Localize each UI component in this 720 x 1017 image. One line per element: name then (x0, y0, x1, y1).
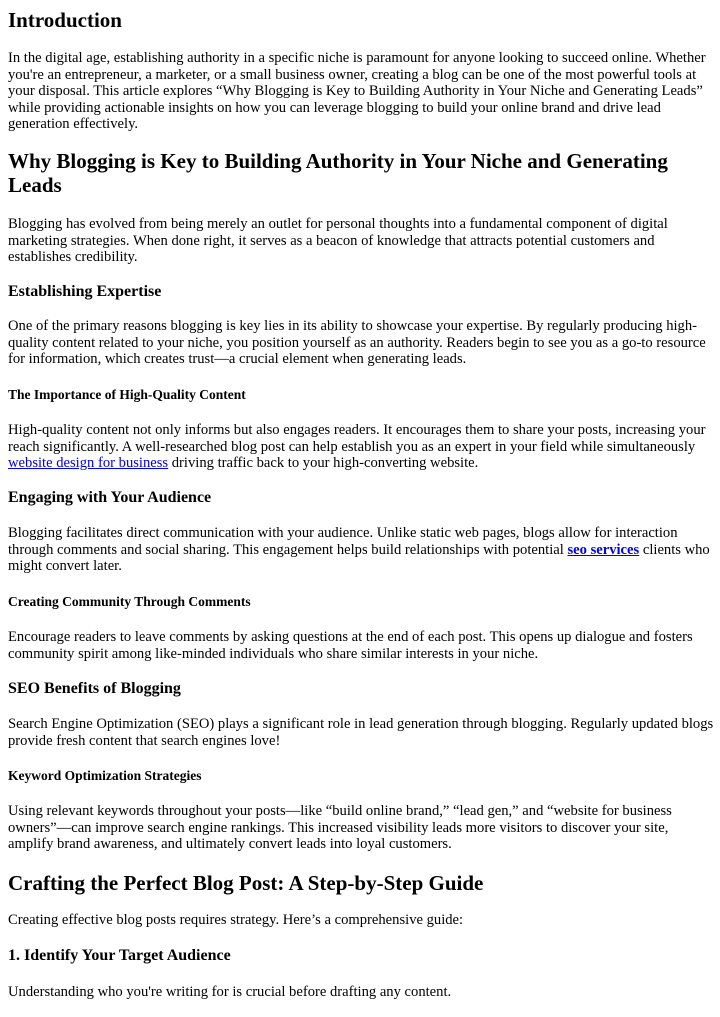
engaging-audience-text-after: clients who might convert later. (8, 541, 710, 575)
why-blogging-heading: Why Blogging is Key to Building Authority in Your Niche and Generating Leads (8, 149, 668, 197)
high-quality-content-heading: The Importance of High-Quality Content (8, 387, 246, 402)
why-blogging-paragraph: Blogging has evolved from being merely an outlet for personal thoughts into a fundamental component of digital marketing strategies. When done right, it serves as a beacon of knowledge that attracts potential customers and establishes credibility. (8, 216, 668, 266)
keyword-optimization-paragraph: Using relevant keywords throughout your posts—like “build online brand,” “lead gen,” and “website for business owners”—can improve search engine rankings. This increased visibility leads more visitors to discover your site, amplify brand awareness, and ultimately convert leads into loyal customers. (8, 803, 672, 853)
establishing-expertise-paragraph: One of the primary reasons blogging is key lies in its ability to showcase your expertise. By regularly producing high-quality content related to your niche, you position yourself as an authority. Readers begin to see you as a go-to resource for information, which creates trust—a crucial element when generating leads. (8, 318, 706, 368)
identify-audience-heading: 1. Identify Your Target Audience (8, 947, 231, 964)
establishing-expertise-heading: Establishing Expertise (8, 283, 162, 300)
keyword-optimization-heading: Keyword Optimization Strategies (8, 768, 202, 783)
website-design-link[interactable]: website design for business (8, 455, 169, 472)
engaging-audience-heading: Engaging with Your Audience (8, 489, 212, 506)
introduction-paragraph: In the digital age, establishing authority in a specific niche is paramount for anyone looking to succeed online. Whether you're an entrepreneur, a marketer, or a small business owner, creating a blog can be one of the most powerful tools at your disposal. This article explores “Why Blogging is Key to Building Authority in Your Niche and Generating Leads” while providing actionable insights on how you can leverage blogging to build your online brand and drive lead generation effectively. (8, 50, 706, 133)
high-quality-content-text-before: High-quality content not only informs but also engages readers. It encourages them to share your posts, increasing your reach significantly. A well-researched blog post can help establish you as an expert in your field while simultaneously (8, 422, 706, 455)
seo-benefits-heading: SEO Benefits of Blogging (8, 680, 181, 697)
high-quality-content-paragraph (8, 422, 714, 472)
seo-services-link[interactable]: seo services (567, 541, 640, 558)
community-comments-heading: Creating Community Through Comments (8, 594, 251, 609)
introduction-heading: Introduction (8, 8, 122, 32)
crafting-blog-post-heading: Crafting the Perfect Blog Post: A Step-by-Step Guide (8, 871, 484, 895)
community-comments-paragraph: Encourage readers to leave comments by asking questions at the end of each post. This opens up dialogue and fosters community spirit among like-minded individuals who share similar interests in your niche. (8, 629, 693, 662)
engaging-audience-paragraph (8, 525, 714, 575)
seo-benefits-paragraph: Search Engine Optimization (SEO) plays a significant role in lead generation through blogging. Regularly updated blogs provide fresh content that search engines love! (8, 716, 714, 749)
high-quality-content-text-after: driving traffic back to your high-converting website. (168, 455, 479, 472)
identify-audience-paragraph: Understanding who you're writing for is crucial before drafting any content. (8, 984, 452, 1000)
crafting-blog-post-paragraph: Creating effective blog posts requires strategy. Here’s a comprehensive guide: (8, 912, 464, 928)
engaging-audience-text-before: Blogging facilitates direct communication with your audience. Unlike static web pages, blogs allow for interaction through comments and social sharing. This engagement helps build relationships with potential (8, 525, 678, 558)
